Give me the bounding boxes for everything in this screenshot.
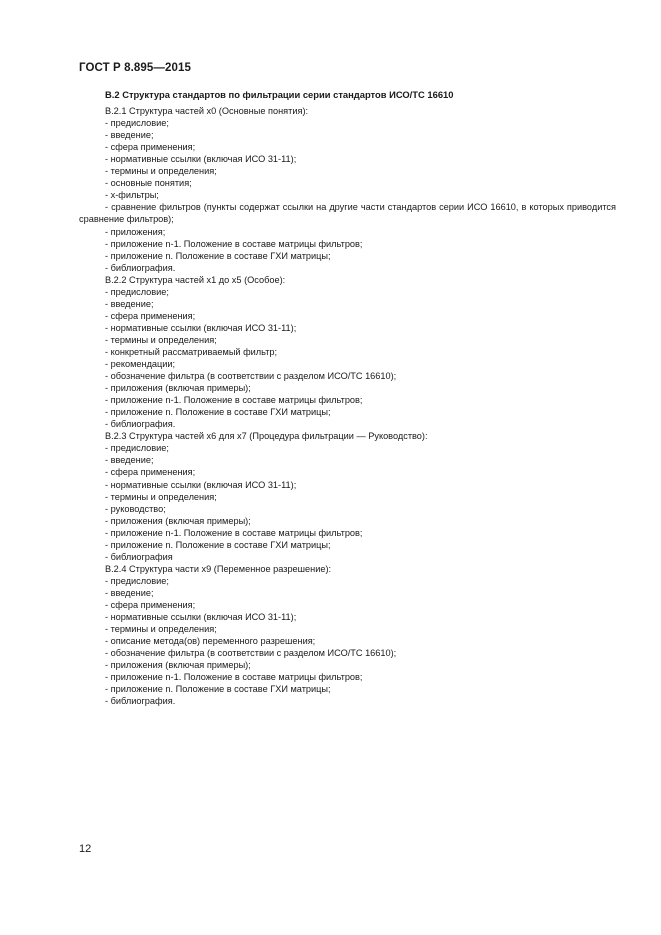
list-item: - предисловие; <box>105 118 169 129</box>
list-item: - предисловие; <box>105 286 169 297</box>
list-item: - библиография <box>105 551 173 562</box>
list-item: - обозначение фильтра (в соответствии с разделом ИСО/ТС 16610); <box>105 371 397 382</box>
subsection-heading: В.2.3 Структура частей х6 для х7 (Процедура фильтрации — Руководство): <box>105 431 428 442</box>
list-item: - приложения; <box>105 226 166 237</box>
list-item: - нормативные ссылки (включая ИСО 31-11); <box>105 322 297 333</box>
page-number: 12 <box>79 843 92 855</box>
list-item: - приложения (включая примеры); <box>105 515 251 526</box>
document-body <box>79 89 616 707</box>
subsection-heading: В.2.4 Структура части х9 (Переменное разрешение): <box>105 563 332 574</box>
list-item: - термины и определения; <box>105 166 217 177</box>
list-item: - библиография. <box>105 262 176 273</box>
list-item: - приложение n. Положение в составе ГХИ матрицы; <box>105 407 331 418</box>
document-header: ГОСТ Р 8.895—2015 <box>79 62 191 74</box>
list-item: - предисловие; <box>105 443 169 454</box>
list-item: - приложение n. Положение в составе ГХИ матрицы; <box>105 539 331 550</box>
list-item: - нормативные ссылки (включая ИСО 31-11); <box>105 612 297 623</box>
list-item: - приложения (включая примеры); <box>105 383 251 394</box>
list-item: - сфера применения; <box>105 142 196 153</box>
list-item: - х-фильтры; <box>105 190 159 201</box>
list-item: - обозначение фильтра (в соответствии с разделом ИСО/ТС 16610); <box>105 648 397 659</box>
list-item: - введение; <box>105 587 154 598</box>
list-item: - введение; <box>105 130 154 141</box>
list-item: - термины и определения; <box>105 491 217 502</box>
list-item: - сфера применения; <box>105 310 196 321</box>
list-item: - термины и определения; <box>105 334 217 345</box>
list-item: - приложение n-1. Положение в составе матрицы фильтров; <box>105 395 363 406</box>
list-item: - приложение n. Положение в составе ГХИ матрицы; <box>105 684 331 695</box>
list-item: - нормативные ссылки (включая ИСО 31-11); <box>105 479 297 490</box>
list-item: - приложение n. Положение в составе ГХИ матрицы; <box>105 250 331 261</box>
list-item: - библиография. <box>105 419 176 430</box>
list-item: - предисловие; <box>105 575 169 586</box>
list-item: - рекомендации; <box>105 359 176 370</box>
list-item: - сфера применения; <box>105 467 196 478</box>
list-item: - приложение n-1. Положение в составе матрицы фильтров; <box>105 527 363 538</box>
list-item: - основные понятия; <box>105 178 192 189</box>
list-item: - нормативные ссылки (включая ИСО 31-11); <box>105 154 297 165</box>
list-item: - конкретный рассматриваемый фильтр; <box>105 346 278 357</box>
list-item: - описание метода(ов) переменного разрешения; <box>105 636 316 647</box>
subsection-heading: В.2.1 Структура частей х0 (Основные понятия): <box>105 106 309 117</box>
list-item: - термины и определения; <box>105 624 217 635</box>
section-title: В.2 Структура стандартов по фильтрации серии стандартов ИСО/ТС 16610 <box>105 89 454 100</box>
list-item: - приложение n-1. Положение в составе матрицы фильтров; <box>105 672 363 683</box>
list-item: - приложения (включая примеры); <box>105 660 251 671</box>
subsection-heading: В.2.2 Структура частей х1 до х5 (Особое): <box>105 274 286 285</box>
list-item: - введение; <box>105 455 154 466</box>
list-item: - приложение n-1. Положение в составе матрицы фильтров; <box>105 238 363 249</box>
list-item: - библиография. <box>105 696 176 707</box>
list-item: - сравнение фильтров (пункты содержат ссылки на другие части стандартов серии ИСО 16610, в которых приводится сравнение фильтров); <box>79 202 616 225</box>
list-item: - сфера применения; <box>105 599 196 610</box>
list-item: - руководство; <box>105 503 166 514</box>
list-item: - введение; <box>105 298 154 309</box>
